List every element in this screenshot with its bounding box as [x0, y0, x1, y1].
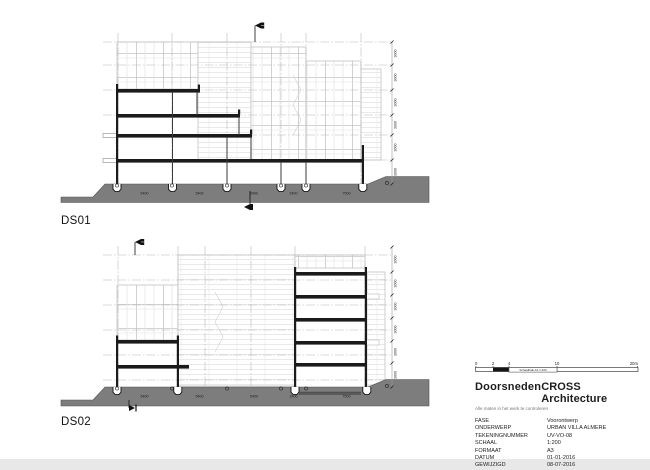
row-value: 01-01-2016 — [547, 455, 576, 462]
dim-text: 3000 — [393, 325, 398, 334]
scale-tick-label: 10 — [554, 361, 560, 366]
row-label: ONDERWERP — [475, 425, 512, 432]
titleblock — [475, 361, 645, 469]
scale-tick-label: 2 — [491, 361, 495, 366]
dim-text: 5400 — [250, 191, 258, 196]
dim-text: 3000 — [393, 49, 398, 58]
dim-text: 7500 — [342, 394, 351, 399]
section-ds01-drawing — [55, 5, 435, 233]
table-row — [475, 433, 645, 440]
table-row — [475, 418, 645, 425]
row-label: TEKENINGNUMMER — [475, 432, 528, 439]
table-row — [475, 425, 645, 432]
table-row — [475, 440, 645, 447]
dim-text: 3000 — [393, 371, 398, 379]
dim-text: 7500 — [342, 191, 351, 196]
row-value: 1:200 — [547, 440, 561, 447]
facade-beyond — [117, 42, 381, 160]
sheet-title: Doorsneden — [475, 381, 542, 393]
dim-text: 3000 — [393, 348, 398, 356]
scale-bar-note: Schaalbalk A3 1:200 — [519, 367, 547, 372]
dim-text: 5400 — [250, 394, 258, 399]
dim-text: 3000 — [393, 302, 398, 311]
row-value: 08-07-2016 — [547, 462, 576, 469]
right-dimensions — [391, 41, 398, 186]
dim-text: 3000 — [393, 98, 398, 107]
row-label: GEWIJZIGD — [475, 462, 506, 469]
dim-text: 3000 — [393, 73, 398, 82]
row-label: DATUM — [475, 455, 495, 462]
row-value: Voorontwerp — [547, 418, 578, 424]
dim-text: 3000 — [393, 143, 398, 152]
scale-tick-label: 0 — [475, 361, 478, 366]
dim-text: 5400 — [195, 394, 204, 399]
row-value: URBAN VILLA ALMERE — [547, 425, 607, 432]
scale-tick-label: 4 — [507, 361, 511, 366]
dim-text: 5400 — [140, 394, 149, 399]
table-row — [475, 448, 645, 455]
row-label: FORMAAT — [475, 447, 502, 454]
dim-text: 2400 — [289, 191, 298, 196]
dimensions-note: Alle maten in het werk te controleren — [475, 406, 549, 411]
dim-text: 3000 — [393, 168, 398, 176]
dim-text: 2400 — [289, 394, 298, 399]
table-row — [475, 462, 645, 469]
level-marker-top-icon — [135, 239, 144, 255]
section-ds02 — [55, 232, 435, 434]
firm-name: CROSS Architecture — [541, 381, 608, 405]
table-row — [475, 455, 645, 462]
balconies — [103, 134, 117, 163]
dim-text: 3000 — [393, 255, 398, 264]
scale-tick-label: 20m — [629, 361, 638, 366]
scale-bar — [475, 361, 640, 374]
row-value: UV-VO-08 — [547, 432, 573, 439]
section-ds01 — [55, 5, 435, 233]
row-label: FASE — [475, 418, 490, 424]
titleblock-table — [475, 418, 645, 470]
dim-text: 5400 — [195, 191, 204, 196]
row-label: SCHAAL — [475, 440, 498, 447]
section-label-ds01: DS01 — [61, 215, 91, 227]
section-label-ds02: DS02 — [61, 416, 91, 428]
level-marker-top-icon — [255, 23, 264, 43]
section-ds02-drawing — [55, 232, 435, 434]
dim-text: 3000 — [393, 121, 398, 129]
row-value: A3 — [547, 447, 554, 454]
dim-text: 3000 — [393, 279, 398, 288]
dim-text: 5400 — [140, 191, 149, 196]
right-dimensions — [391, 246, 398, 389]
